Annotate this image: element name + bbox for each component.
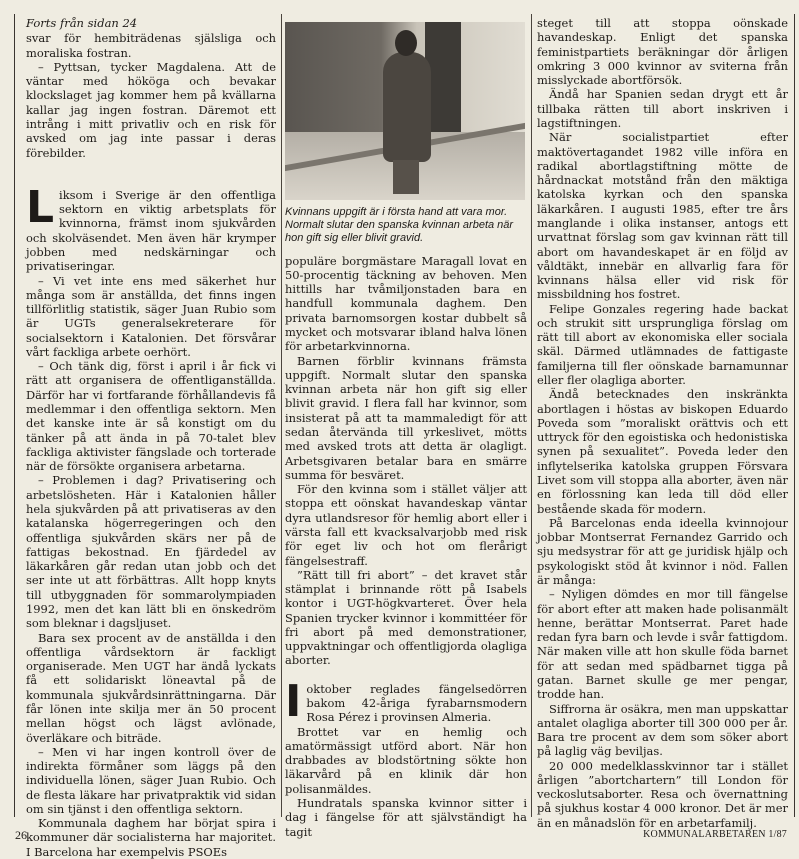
article-column-1 (26, 16, 276, 859)
article-column-2 (285, 16, 527, 839)
paragraph: Hundratals spanska kvinnor sitter i dag i fängelse för att självständigt ha tagit (285, 796, 527, 839)
paragraph: – Vi vet inte ens med säkerhet hur många som är anställda, det finns ingen tillförlitlig statistik, säger Juan Rubio som är UGTs generalsekreterare för socialsektorn i Katalonien. Det försvårar vårt fackliga arbete oerhört. (26, 273, 276, 359)
column-divider (531, 14, 532, 817)
page-number: 26 (15, 828, 27, 842)
paragraph: På Barcelonas enda ideella kvinnojour jobbar Montserrat Fernandez Garrido och sju medsystrar för att ge juridisk hjälp och psykologiskt stöd åt kvinnor i nöd. Fallen är många: (537, 515, 788, 587)
paragraph-with-dropcap (26, 181, 276, 274)
paragraph: populäre borgmästare Maragall lovat en 50-procentig täckning av behoven. Men hittills har tvåmiljonstaden bara en handfull kommunala daghem. Den privata barnomsorgen kostar dubbelt så mycket och motsvarar ibland halva lönen för arbetarkvinnorna. (285, 253, 527, 354)
publication-name: KOMMUNALARBETAREN 1/87 (643, 829, 787, 840)
section-gap (26, 174, 276, 188)
photo-figure-body (383, 52, 431, 162)
photo-pregnant-woman (285, 22, 525, 200)
article-column-3 (537, 16, 788, 830)
paragraph: Siffrorna är osäkra, men man uppskattar antalet olagliga aborter till 300 000 per år. Bara tre procent av dem som söker abort på laglig väg beviljas. (537, 701, 788, 759)
paragraph: 20 000 medelklasskvinnor tar i stället årligen ”abortchartern” till London för veckoslutsaborter. Resa och övernattning på sjukhus kostar 4 000 kronor. Det är mer än en månadslön för en arbetarfamilj. (537, 758, 788, 830)
paragraph: steget till att stoppa oönskade havandeskap. Enligt det spanska feministpartiets beräkningar dör årligen omkring 3 000 kvinnor av sviterna från misslyckade abortförsök. (537, 16, 788, 88)
photo-caption: Kvinnans uppgift är i första hand att vara mor. Normalt slutar den spanska kvinnan arbeta när hon gift sig eller blivit gravid. (285, 206, 514, 245)
paragraph: – Och tänk dig, först i april i år fick vi rätt att organisera de offentliganställda. Därför har vi fortfarande förhållandevis få medlemmar i den offentliga sektorn. Men det kanske inte är så konstigt om du tänker på att ända in på 70-talet blev fackliga aktivister fängslade och torterade när de försökte organisera arbetarna. (26, 359, 276, 474)
paragraph: svar för hembiträdenas själsliga och moraliska fostran. (26, 31, 276, 60)
photo-figure-legs (393, 160, 419, 194)
paragraph: Ändå betecknades den inskränkta abortlagen i höstas av biskopen Eduardo Poveda som ”moraliskt orättvis och ett uttryck för den egoistiska och hedonistiska synen på sexualitet”. Poveda leder den inflytelserika katolska gruppen Försvara Livet som vill stoppa alla aborter, även när en förlossning kan leda till död eller bestående skada för modern. (537, 387, 788, 516)
paragraph-text: iksom i Sverige är den offentliga sektorn en viktig arbetsplats för kvinnorna, främst inom sjukvården och skolväsendet. Men även här krymper jobben med nedskärningar och privatiseringar. (26, 187, 276, 274)
column-divider (281, 14, 282, 817)
paragraph: Brottet var en hemlig och amatörmässigt utförd abort. När hon drabbades av blodstörtning sökte hon läkarvård på en klinik där hon polisanmäldes. (285, 724, 527, 796)
paragraph: ”Rätt till fri abort” – det kravet står stämplat i brinnande rött på Isabels kontor i UGT-högkvarteret. Över hela Spanien trycker kvinnor i kommittéer för fri abort på med demonstrationer, uppvaktningar och offentligjorda olagliga aborter. (285, 567, 527, 668)
section-gap (26, 160, 276, 174)
paragraph: Barnen förblir kvinnans främsta uppgift. Normalt slutar den spanska kvinnan arbeta när hon gift sig eller blivit gravid. I flera fall har kvinnor, som insisterat på att ta mammaledigt för att sedan återvända till yrkeslivet, mötts med avsked trots att detta är olagligt. Arbetsgivaren betalar bara en smärre summa för besväret. (285, 353, 527, 482)
drop-cap: I (285, 675, 302, 727)
photo-figure-head (395, 30, 417, 56)
paragraph: Bara sex procent av de anställda i den offentliga vårdsektorn är fackligt organiserade. Men UGT har ändå lyckats få ett solidariskt löneavtal på de kommunala sjukvårdsinrättningarna. Där får lönen inte skilja mer än 50 procent mellan högst och lägst avlönade, överläkare och biträde. (26, 630, 276, 745)
paragraph-with-dropcap (285, 675, 527, 727)
paragraph: – Men vi har ingen kontroll över de indirekta förmåner som läggs på den individuella lönen, säger Juan Rubio. Och de flesta läkare har privatpraktik vid sidan om sin tjänst i den offentliga sektorn. (26, 744, 276, 816)
paragraph: För den kvinna som i stället väljer att stoppa ett oönskat havandeskap väntar dyra utlandsresor för hemlig abort eller i värsta fall ett kvacksalvarjobb med risk för eget liv och hot om flerårigt fängelsestraff. (285, 482, 527, 568)
paragraph: Felipe Gonzales regering hade backat och strukit sitt ursprungliga förslag om rätt till abort av ekonomiska eller sociala skäl. Därmed utlämnades de fattigaste familjerna till fler oönskade barnamunnar eller fler olagliga aborter. (537, 301, 788, 388)
paragraph: – Nyligen dömdes en mor till fängelse för abort efter att maken hade polisanmält henne, berättar Montserrat. Paret hade redan fyra barn och levde i svår fattigdom. När maken ville att hon skulle föda barnet för att sedan med spädbarnet tigga på gatan. Barnet skulle ge mer pengar, trodde han. (537, 587, 788, 702)
paragraph: När socialistpartiet efter maktövertagandet 1982 ville införa en radikal abortlagstiftning mötte de hårdnackat motstånd från den mäktiga katolska kyrkan och den spanska läkarkåren. I augusti 1985, efter tre års manglande i olika instanser, antogs ett urvattnat förslag som gav kvinnan rätt till abort om havandeskapet är en följd av våldtäkt, innebär en allvarlig fara för kvinnans hälsa eller vid risk för missbildning hos fostret. (537, 130, 788, 302)
paragraph: Kommunala daghem har börjat spira i kommuner där socialisterna har majoritet. I Barcelona har exempelvis PSOEs (26, 816, 276, 859)
section-gap (285, 668, 527, 682)
paragraph: – Pyttsan, tycker Magdalena. Att de väntar med hököga och bevakar klockslaget jag kommer hem på kvällarna kallar jag ingen fostran. Däremot ett intrång i mitt privatliv och en risk för avsked om jag inte passar i deras förebilder. (26, 59, 276, 160)
continued-from-label: Forts från sidan 24 (26, 16, 138, 30)
paragraph: – Problemen i dag? Privatisering och arbetslösheten. Här i Katalonien håller hela sjukvården på att privatiseras av den katalanska högerregeringen och den offentliga sjukvården skärs ner på de fattigas bekostnad. En fjärdedel av läkarkåren går redan utan jobb och det ser inte ut att förbättras. Allt hopp knyts till utbyggnaden för sommarolympiaden 1992, men det kan lätt bli en önskedröm som bleknar i dagsljuset. (26, 473, 276, 631)
drop-cap: L (26, 181, 55, 233)
paragraph: Ändå har Spanien sedan drygt ett år tillbaka rätten till abort inskriven i lagstiftningen. (537, 87, 788, 130)
paragraph-text: oktober reglades fängelsedörren bakom 42-åriga fyrabarnsmodern Rosa Pérez i provinsen Almeria. (306, 681, 527, 725)
